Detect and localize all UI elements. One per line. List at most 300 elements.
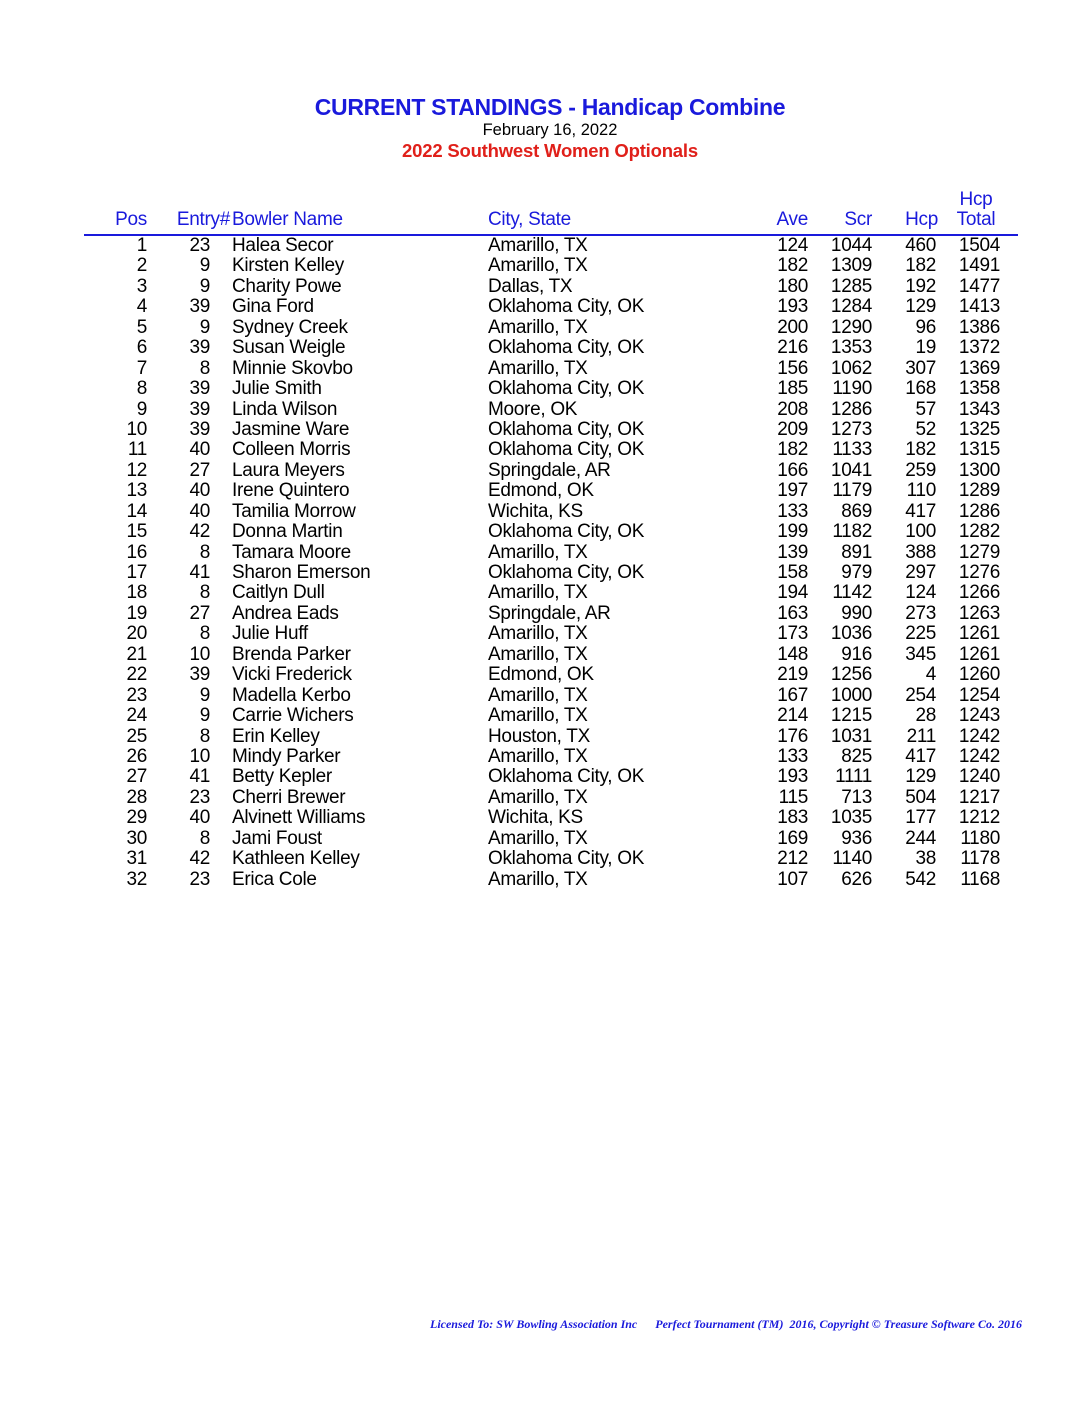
hcp-cell: 28 [915, 705, 936, 727]
col-hcp-header: Hcp [905, 209, 938, 230]
col-ave-header: Ave [776, 209, 808, 230]
table-row [84, 583, 1018, 603]
table-row [84, 727, 1018, 747]
pos-cell: 26 [126, 745, 147, 767]
table-row [84, 870, 1018, 890]
bowler-name: Julie Smith [232, 378, 322, 400]
entry-cell: 8 [199, 725, 210, 747]
pos-cell: 9 [136, 398, 147, 420]
pos-cell: 30 [126, 827, 147, 849]
hcp-total-cell: 1254 [958, 684, 1000, 706]
ave-cell: 199 [777, 521, 808, 543]
bowler-name: Kathleen Kelley [232, 848, 360, 870]
hcp-total-cell: 1168 [960, 868, 1000, 890]
col-city-header: City, State [488, 209, 571, 230]
table-row [84, 256, 1018, 276]
table-row [84, 686, 1018, 706]
table-row [84, 808, 1018, 828]
ave-cell: 163 [777, 602, 808, 624]
scr-cell: 1309 [830, 255, 872, 277]
scr-cell: 1284 [830, 296, 872, 318]
bowler-name: Cherri Brewer [232, 786, 346, 808]
table-row [84, 747, 1018, 767]
bowler-name: Julie Huff [232, 623, 308, 645]
pos-cell: 21 [126, 643, 147, 665]
scr-cell: 713 [841, 786, 872, 808]
hcp-total-cell: 1263 [958, 602, 1000, 624]
bowler-name: Jasmine Ware [232, 418, 350, 440]
ave-cell: 219 [777, 664, 808, 686]
ave-cell: 182 [777, 255, 808, 277]
scr-cell: 626 [841, 868, 872, 890]
entry-cell: 9 [199, 275, 210, 297]
scr-cell: 891 [841, 541, 872, 563]
hcp-total-cell: 1260 [958, 664, 1000, 686]
entry-cell: 8 [199, 623, 210, 645]
hcp-cell: 57 [915, 398, 936, 420]
hcp-total-cell: 1240 [958, 766, 1000, 788]
hcp-total-cell: 1180 [960, 827, 1000, 849]
column-headers [84, 188, 1018, 236]
city-state: Oklahoma City, OK [488, 521, 645, 543]
pos-cell: 16 [126, 541, 147, 563]
bowler-name: Vicki Frederick [232, 664, 352, 686]
city-state: Wichita, KS [488, 500, 583, 522]
ave-cell: 193 [777, 766, 808, 788]
scr-cell: 1031 [830, 725, 872, 747]
scr-cell: 1256 [830, 664, 872, 686]
city-state: Oklahoma City, OK [488, 296, 645, 318]
ave-cell: 208 [777, 398, 808, 420]
city-state: Amarillo, TX [488, 643, 588, 665]
bowler-name: Kirsten Kelley [232, 255, 344, 277]
table-row [84, 645, 1018, 665]
hcp-cell: 542 [905, 868, 936, 890]
bowler-name: Carrie Wichers [232, 705, 354, 727]
entry-cell: 40 [189, 480, 210, 502]
hcp-cell: 19 [915, 337, 936, 359]
col-hcp-total-header-top: Hcp [959, 189, 993, 210]
scr-cell: 1353 [830, 337, 872, 359]
hcp-cell: 388 [905, 541, 936, 563]
hcp-total-cell: 1413 [958, 296, 1000, 318]
table-row [84, 277, 1018, 297]
city-state: Amarillo, TX [488, 705, 588, 727]
bowler-name: Sharon Emerson [232, 562, 371, 583]
hcp-total-cell: 1279 [958, 541, 1000, 563]
pos-cell: 4 [136, 296, 147, 318]
col-scr-header: Scr [844, 209, 872, 230]
hcp-total-cell: 1504 [958, 235, 1000, 256]
hcp-cell: 182 [905, 255, 936, 277]
entry-cell: 8 [199, 582, 210, 604]
ave-cell: 156 [777, 357, 808, 379]
entry-cell: 42 [189, 521, 210, 543]
scr-cell: 1036 [830, 623, 872, 645]
pos-cell: 5 [136, 316, 147, 338]
bowler-name: Alvinett Williams [232, 807, 366, 829]
pos-cell: 25 [126, 725, 147, 747]
city-state: Edmond, OK [488, 664, 594, 686]
hcp-total-cell: 1243 [958, 705, 1000, 727]
hcp-cell: 297 [905, 562, 936, 583]
hcp-total-cell: 1325 [958, 418, 1000, 440]
pos-cell: 31 [126, 848, 147, 870]
entry-cell: 41 [189, 766, 210, 788]
bowler-name: Sydney Creek [232, 316, 348, 338]
ave-cell: 185 [777, 378, 808, 400]
table-row [84, 338, 1018, 358]
hcp-total-cell: 1315 [958, 439, 1000, 461]
hcp-cell: 96 [915, 316, 936, 338]
city-state: Oklahoma City, OK [488, 766, 645, 788]
entry-cell: 40 [189, 807, 210, 829]
ave-cell: 124 [777, 235, 808, 256]
entry-cell: 39 [189, 378, 210, 400]
hcp-total-cell: 1477 [958, 275, 1000, 297]
bowler-name: Brenda Parker [232, 643, 351, 665]
hcp-cell: 38 [915, 848, 936, 870]
scr-cell: 1285 [830, 275, 872, 297]
scr-cell: 1290 [830, 316, 872, 338]
table-row [84, 461, 1018, 481]
entry-cell: 10 [189, 643, 210, 665]
city-state: Amarillo, TX [488, 541, 588, 563]
hcp-total-cell: 1266 [958, 582, 1000, 604]
table-row [84, 318, 1018, 338]
entry-cell: 23 [189, 786, 210, 808]
city-state: Amarillo, TX [488, 623, 588, 645]
pos-cell: 18 [126, 582, 147, 604]
ave-cell: 167 [777, 684, 808, 706]
col-hcp-total-header [946, 190, 1006, 230]
table-row [84, 400, 1018, 420]
entry-cell: 40 [189, 500, 210, 522]
ave-cell: 216 [777, 337, 808, 359]
pos-cell: 8 [136, 378, 147, 400]
city-state: Amarillo, TX [488, 786, 588, 808]
hcp-cell: 211 [906, 725, 936, 747]
pos-cell: 22 [126, 664, 147, 686]
ave-cell: 133 [777, 500, 808, 522]
hcp-cell: 4 [925, 664, 936, 686]
ave-cell: 169 [777, 827, 808, 849]
hcp-cell: 192 [905, 275, 936, 297]
entry-cell: 39 [189, 398, 210, 420]
hcp-total-cell: 1343 [958, 398, 1000, 420]
scr-cell: 1062 [830, 357, 872, 379]
ave-cell: 148 [777, 643, 808, 665]
pos-cell: 27 [126, 766, 147, 788]
col-entry-header: Entry# [176, 209, 230, 230]
scr-cell: 1111 [835, 766, 872, 788]
table-row [84, 604, 1018, 624]
table-row [84, 379, 1018, 399]
bowler-name: Tamilia Morrow [232, 500, 356, 522]
ave-cell: 193 [777, 296, 808, 318]
ave-cell: 214 [777, 705, 808, 727]
scr-cell: 1133 [832, 439, 872, 461]
hcp-cell: 244 [905, 827, 936, 849]
ave-cell: 133 [777, 745, 808, 767]
entry-cell: 39 [189, 296, 210, 318]
city-state: Amarillo, TX [488, 255, 588, 277]
hcp-total-cell: 1358 [958, 378, 1000, 400]
scr-cell: 1044 [830, 235, 872, 256]
pos-cell: 11 [127, 439, 147, 461]
scr-cell: 1035 [830, 807, 872, 829]
ave-cell: 166 [777, 459, 808, 481]
pos-cell: 13 [126, 480, 147, 502]
entry-cell: 8 [199, 541, 210, 563]
hcp-total-cell: 1289 [958, 480, 1000, 502]
col-hcp-total-header-bottom: Total [956, 209, 996, 230]
ave-cell: 180 [777, 275, 808, 297]
standings-table [84, 236, 1018, 890]
table-row [84, 665, 1018, 685]
report-title: CURRENT STANDINGS - Handicap Combine [314, 94, 786, 120]
scr-cell: 1273 [830, 418, 872, 440]
scr-cell: 1179 [832, 480, 872, 502]
scr-cell: 1041 [830, 459, 872, 481]
hcp-total-cell: 1178 [960, 848, 1000, 870]
pos-cell: 20 [126, 623, 147, 645]
entry-cell: 27 [189, 602, 210, 624]
pos-cell: 14 [126, 500, 147, 522]
bowler-name: Jami Foust [232, 827, 322, 849]
hcp-total-cell: 1212 [958, 807, 1000, 829]
pos-cell: 1 [136, 235, 147, 256]
city-state: Springdale, AR [488, 459, 611, 481]
entry-cell: 39 [189, 664, 210, 686]
city-state: Amarillo, TX [488, 316, 588, 338]
bowler-name: Charity Powe [232, 275, 342, 297]
pos-cell: 3 [136, 275, 147, 297]
pos-cell: 24 [126, 705, 147, 727]
table-row [84, 706, 1018, 726]
bowler-name: Betty Kepler [232, 766, 332, 788]
pos-cell: 23 [126, 684, 147, 706]
table-row [84, 440, 1018, 460]
hcp-cell: 100 [905, 521, 936, 543]
bowler-name: Madella Kerbo [232, 684, 351, 706]
pos-cell: 7 [136, 357, 147, 379]
scr-cell: 979 [841, 562, 872, 583]
city-state: Oklahoma City, OK [488, 562, 645, 583]
hcp-cell: 124 [905, 582, 936, 604]
pos-cell: 15 [126, 521, 147, 543]
pos-cell: 19 [126, 602, 147, 624]
city-state: Oklahoma City, OK [488, 439, 645, 461]
city-state: Dallas, TX [488, 275, 573, 297]
hcp-cell: 110 [906, 480, 936, 502]
table-row [84, 359, 1018, 379]
bowler-name: Donna Martin [232, 521, 343, 543]
hcp-total-cell: 1261 [958, 623, 1000, 645]
scr-cell: 1140 [832, 848, 872, 870]
bowler-name: Erica Cole [232, 868, 317, 890]
entry-cell: 10 [189, 745, 210, 767]
hcp-total-cell: 1369 [958, 357, 1000, 379]
city-state: Amarillo, TX [488, 235, 588, 256]
footer-license [430, 1317, 1022, 1332]
ave-cell: 200 [777, 316, 808, 338]
entry-cell: 8 [199, 827, 210, 849]
entry-cell: 39 [189, 418, 210, 440]
scr-cell: 1286 [830, 398, 872, 420]
hcp-cell: 460 [905, 235, 936, 256]
hcp-cell: 259 [905, 459, 936, 481]
ave-cell: 158 [777, 562, 808, 583]
entry-cell: 23 [189, 235, 210, 256]
report-header [0, 94, 1088, 163]
scr-cell: 1190 [832, 378, 872, 400]
entry-cell: 41 [189, 562, 210, 583]
table-row [84, 481, 1018, 501]
city-state: Oklahoma City, OK [488, 378, 645, 400]
city-state: Springdale, AR [488, 602, 611, 624]
city-state: Amarillo, TX [488, 582, 588, 604]
pos-cell: 12 [126, 459, 147, 481]
pos-cell: 32 [126, 868, 147, 890]
ave-cell: 209 [777, 418, 808, 440]
city-state: Oklahoma City, OK [488, 418, 645, 440]
hcp-total-cell: 1491 [958, 255, 1000, 277]
entry-cell: 39 [189, 337, 210, 359]
hcp-cell: 129 [905, 296, 936, 318]
hcp-cell: 345 [905, 643, 936, 665]
bowler-name: Colleen Morris [232, 439, 351, 461]
hcp-cell: 417 [905, 500, 936, 522]
bowler-name: Caitlyn Dull [232, 582, 325, 604]
pos-cell: 28 [126, 786, 147, 808]
city-state: Houston, TX [488, 725, 590, 747]
city-state: Oklahoma City, OK [488, 337, 645, 359]
bowler-name: Tamara Moore [232, 541, 351, 563]
scr-cell: 990 [841, 602, 872, 624]
city-state: Amarillo, TX [488, 684, 588, 706]
hcp-cell: 273 [905, 602, 936, 624]
scr-cell: 1142 [832, 582, 872, 604]
hcp-cell: 177 [905, 807, 936, 829]
ave-cell: 194 [777, 582, 808, 604]
hcp-cell: 52 [915, 418, 936, 440]
ave-cell: 176 [777, 725, 808, 747]
city-state: Amarillo, TX [488, 357, 588, 379]
hcp-total-cell: 1261 [958, 643, 1000, 665]
pos-cell: 10 [126, 418, 147, 440]
tournament-name: 2022 Southwest Women Optionals [402, 140, 698, 161]
entry-cell: 9 [199, 705, 210, 727]
scr-cell: 1182 [832, 521, 872, 543]
entry-cell: 9 [199, 255, 210, 277]
scr-cell: 936 [841, 827, 872, 849]
hcp-cell: 254 [905, 684, 936, 706]
table-row [84, 297, 1018, 317]
entry-cell: 42 [189, 848, 210, 870]
table-row [84, 563, 1018, 583]
table-row [84, 767, 1018, 787]
ave-cell: 197 [777, 480, 808, 502]
entry-cell: 8 [199, 357, 210, 379]
hcp-cell: 168 [905, 378, 936, 400]
pos-cell: 29 [126, 807, 147, 829]
entry-cell: 40 [189, 439, 210, 461]
entry-cell: 9 [199, 684, 210, 706]
city-state: Moore, OK [488, 398, 578, 420]
col-name-header: Bowler Name [232, 209, 343, 230]
bowler-name: Irene Quintero [232, 480, 350, 502]
table-row [84, 624, 1018, 644]
table-row [84, 522, 1018, 542]
city-state: Amarillo, TX [488, 868, 588, 890]
bowler-name: Halea Secor [232, 235, 334, 256]
bowler-name: Gina Ford [232, 296, 314, 318]
bowler-name: Laura Meyers [232, 459, 345, 481]
hcp-cell: 504 [905, 786, 936, 808]
hcp-cell: 307 [905, 357, 936, 379]
scr-cell: 1215 [830, 705, 872, 727]
ave-cell: 212 [777, 848, 808, 870]
city-state: Wichita, KS [488, 807, 583, 829]
table-row [84, 829, 1018, 849]
city-state: Oklahoma City, OK [488, 848, 645, 870]
col-pos-header: Pos [115, 209, 147, 230]
city-state: Amarillo, TX [488, 827, 588, 849]
city-state: Edmond, OK [488, 480, 594, 502]
ave-cell: 182 [777, 439, 808, 461]
bowler-name: Minnie Skovbo [232, 357, 353, 379]
entry-cell: 23 [189, 868, 210, 890]
bowler-name: Mindy Parker [232, 745, 341, 767]
copyright-text: Perfect Tournament (TM) 2016, Copyright © Treasure Software Co. 2016 [655, 1317, 1022, 1331]
hcp-cell: 225 [905, 623, 936, 645]
hcp-cell: 417 [905, 745, 936, 767]
hcp-total-cell: 1300 [958, 459, 1000, 481]
scr-cell: 1000 [830, 684, 872, 706]
ave-cell: 183 [777, 807, 808, 829]
city-state: Amarillo, TX [488, 745, 588, 767]
pos-cell: 2 [136, 255, 147, 277]
hcp-cell: 182 [905, 439, 936, 461]
ave-cell: 107 [777, 868, 808, 890]
scr-cell: 869 [841, 500, 872, 522]
pos-cell: 6 [136, 337, 147, 359]
hcp-total-cell: 1242 [958, 745, 1000, 767]
report-date: February 16, 2022 [482, 121, 618, 139]
hcp-total-cell: 1372 [958, 337, 1000, 359]
hcp-total-cell: 1286 [958, 500, 1000, 522]
scr-cell: 825 [841, 745, 872, 767]
hcp-total-cell: 1276 [958, 562, 1000, 583]
table-row [84, 849, 1018, 869]
ave-cell: 115 [778, 786, 808, 808]
hcp-total-cell: 1386 [958, 316, 1000, 338]
table-row [84, 788, 1018, 808]
pos-cell: 17 [126, 562, 147, 583]
hcp-cell: 129 [905, 766, 936, 788]
entry-cell: 9 [199, 316, 210, 338]
bowler-name: Linda Wilson [232, 398, 338, 420]
hcp-total-cell: 1242 [958, 725, 1000, 747]
table-row [84, 502, 1018, 522]
license-text: Licensed To: SW Bowling Association Inc [429, 1317, 638, 1331]
bowler-name: Erin Kelley [232, 725, 320, 747]
bowler-name: Andrea Eads [232, 602, 339, 624]
ave-cell: 139 [777, 541, 808, 563]
table-row [84, 236, 1018, 256]
entry-cell: 27 [189, 459, 210, 481]
